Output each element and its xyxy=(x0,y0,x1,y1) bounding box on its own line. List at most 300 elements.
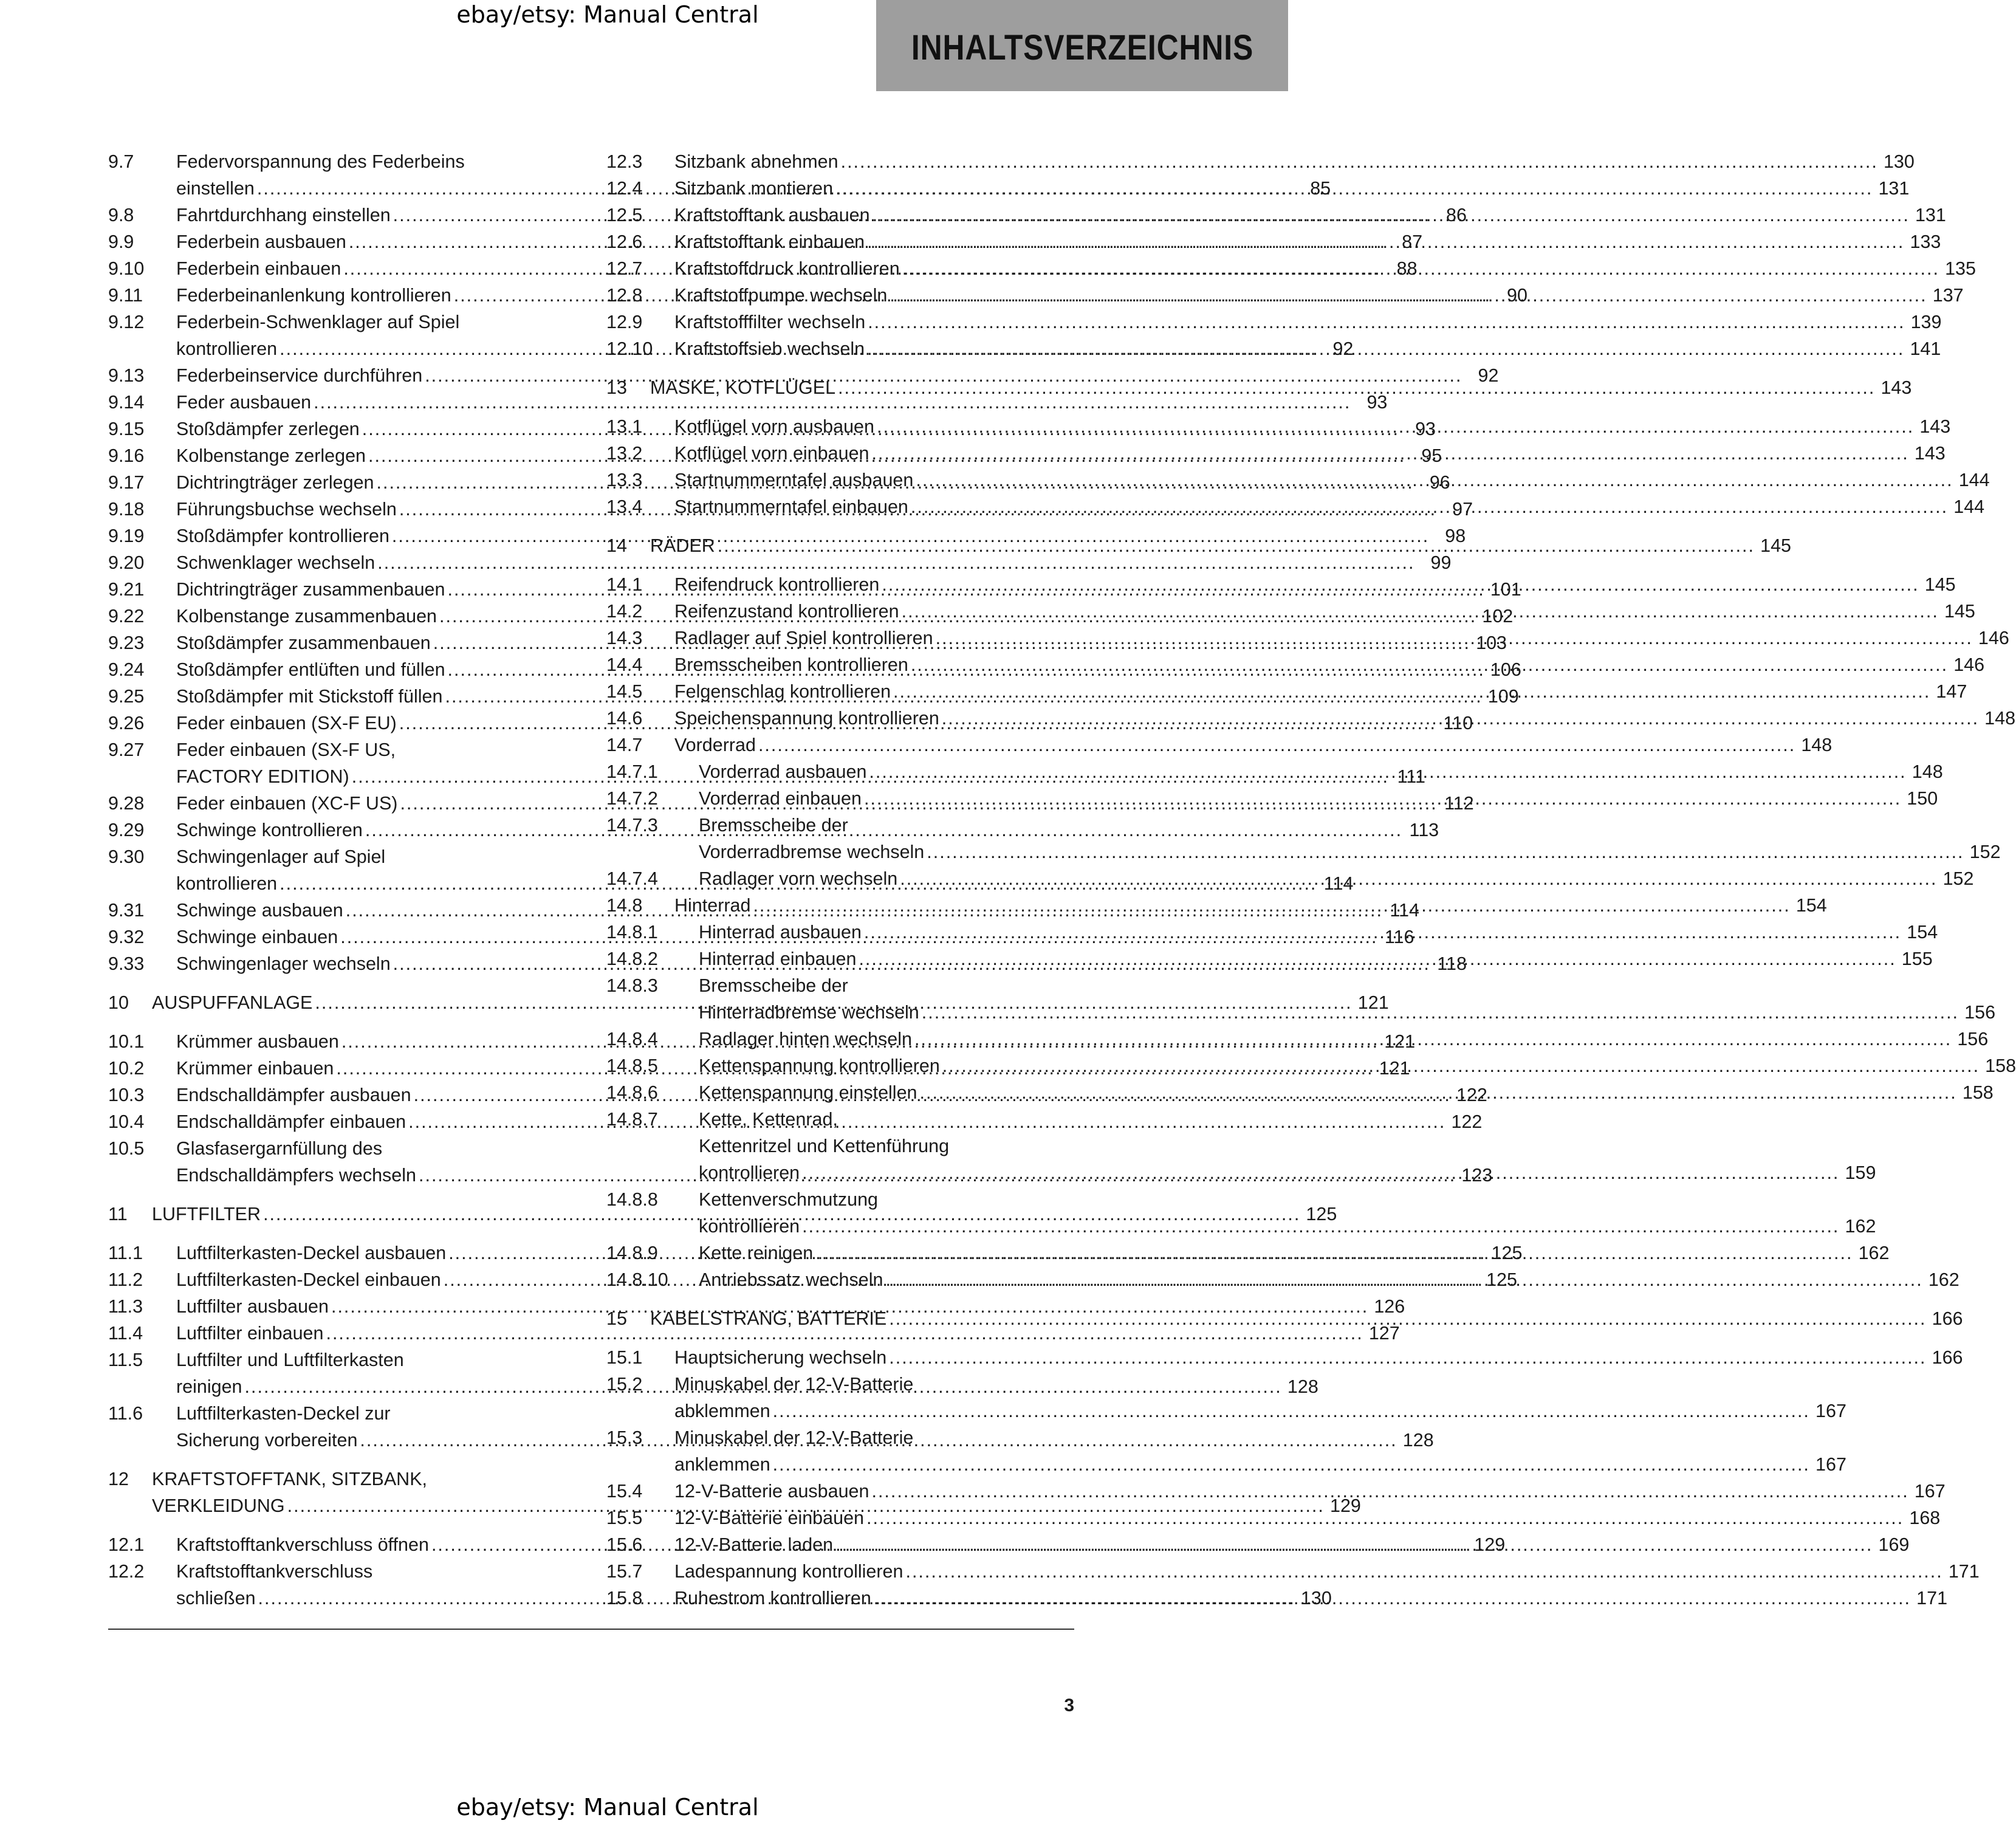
toc-entry-page: 146 xyxy=(1953,654,1985,675)
toc-entry-title xyxy=(699,1106,1876,1186)
dot-leader xyxy=(802,1159,1839,1186)
toc-entry-number: 14.7.4 xyxy=(606,868,658,889)
toc-entry-title-line: Kraftstofftankverschluss xyxy=(176,1561,373,1582)
toc-entry-number: 9.12 xyxy=(108,312,145,332)
toc-entry-title-line: Stoßdämpfer zerlegen xyxy=(176,419,360,439)
toc-entry-number: 9.20 xyxy=(108,552,145,573)
dot-leader xyxy=(841,148,1878,175)
toc-entry-title-line: Führungsbuchse wechseln xyxy=(176,499,397,520)
toc-entry-title-line: Feder ausbauen xyxy=(176,392,312,413)
toc-entry-title-line: Kraftstoffpumpe wechseln xyxy=(674,285,888,306)
toc-entry-page: 128 xyxy=(1287,1376,1318,1397)
toc-entry-page: 148 xyxy=(1911,761,1943,782)
toc-entry-title-line: Kette, Kettenrad, xyxy=(699,1109,838,1130)
toc-entry[interactable] xyxy=(108,1320,1400,1347)
toc-entry-number: 10.4 xyxy=(108,1111,145,1132)
toc-entry-title xyxy=(674,1371,1846,1424)
toc-entry-page: 121 xyxy=(1384,1031,1416,1052)
dot-leader xyxy=(882,571,1919,598)
toc-entry-number: 9.11 xyxy=(108,285,143,306)
toc-entry-number: 9.8 xyxy=(108,205,134,225)
toc-entry-number: 14.8.1 xyxy=(606,922,658,942)
toc-entry-number: 14.5 xyxy=(606,681,643,702)
toc-entry-title xyxy=(674,598,1975,625)
toc-entry-title xyxy=(699,1266,1959,1293)
toc-entry-page: 97 xyxy=(1452,499,1473,520)
toc-entry-page: 93 xyxy=(1415,419,1436,439)
toc-entry-number: 9.13 xyxy=(108,365,145,386)
toc-entry-number: 9.29 xyxy=(108,820,145,840)
toc-entry-number: 12.4 xyxy=(606,178,643,199)
toc-entry-page: 167 xyxy=(1815,1454,1846,1475)
toc-entry-title-line: Kotflügel vorn ausbauen xyxy=(674,416,874,437)
dot-leader xyxy=(864,919,1901,946)
toc-entry-title-line: Sitzbank montieren xyxy=(674,178,834,199)
toc-entry-number: 13.2 xyxy=(606,443,643,464)
toc-entry-title xyxy=(699,1026,1988,1052)
toc-entry-title xyxy=(674,202,1946,228)
toc-entry-title xyxy=(699,1240,1889,1266)
toc-entry-title-line: Endschalldämpfer einbauen xyxy=(176,1111,406,1132)
toc-entry-title-line: Schwinge ausbauen xyxy=(176,900,343,921)
toc-entry-page: 159 xyxy=(1845,1162,1876,1183)
toc-entry-page: 128 xyxy=(1402,1430,1434,1451)
toc-entry-title-line: Feder einbauen (SX-F US, xyxy=(176,740,396,760)
toc-entry[interactable] xyxy=(606,148,1915,175)
toc-entry-title xyxy=(699,865,1973,892)
toc-entry-page: 116 xyxy=(1384,927,1414,947)
toc-entry-number: 10.3 xyxy=(108,1085,145,1105)
toc-entry-title-line: Schwenklager wechseln xyxy=(176,552,375,573)
toc-entry-page: 92 xyxy=(1478,365,1499,386)
toc-entry-number: 12.6 xyxy=(606,232,643,252)
toc-entry-page: 156 xyxy=(1964,1002,1996,1023)
dot-leader xyxy=(718,532,1755,559)
toc-entry-title-line: Luftfilter einbauen xyxy=(176,1323,324,1344)
toc-entry-title-line: Felgenschlag kontrollieren xyxy=(674,681,891,702)
toc-entry-page: 96 xyxy=(1429,472,1450,493)
toc-entry-number: 13.4 xyxy=(606,496,643,517)
toc-entry-page: 133 xyxy=(1910,232,1941,252)
toc-entry-title-line: Hinterrad ausbauen xyxy=(699,922,862,942)
toc-entry-title-line: Kotflügel vorn einbauen xyxy=(674,443,869,464)
dot-leader xyxy=(866,1505,1904,1531)
toc-entry-page: 118 xyxy=(1437,953,1467,974)
dot-leader xyxy=(802,1213,1839,1240)
footer-divider xyxy=(108,1629,1074,1630)
toc-entry-page: 92 xyxy=(1332,338,1354,359)
toc-entry-number: 9.23 xyxy=(108,633,145,653)
toc-entry-number: 11.4 xyxy=(108,1323,143,1344)
toc-entry-title-line: Kraftstofftank ausbauen xyxy=(674,205,870,225)
toc-entry-title xyxy=(674,309,1941,335)
dot-leader xyxy=(911,651,1948,678)
dot-leader xyxy=(758,732,1795,758)
toc-entry-title-line: Sitzbank abnehmen xyxy=(674,151,838,172)
toc-entry-number: 15.8 xyxy=(606,1588,643,1608)
toc-entry-page: 112 xyxy=(1444,793,1474,814)
dot-leader xyxy=(942,705,1979,732)
toc-entry-number: 14.4 xyxy=(606,654,643,675)
toc-entry-title xyxy=(699,812,2001,865)
dot-leader xyxy=(867,335,1904,362)
toc-entry-number: 14.8.8 xyxy=(606,1189,658,1210)
toc-entry-title-line: einstellen xyxy=(176,178,255,199)
toc-entry-title-line: kontrollieren xyxy=(699,1162,800,1183)
toc-entry-title-line: Krümmer einbauen xyxy=(176,1058,334,1079)
toc-entry-title-line: Kettenspannung einstellen xyxy=(699,1082,917,1103)
toc-entry-page: 130 xyxy=(1883,151,1915,172)
dot-leader xyxy=(911,493,1948,520)
toc-entry-title-line: Vorderradbremse wechseln xyxy=(699,842,925,862)
dot-leader xyxy=(905,1558,1942,1585)
dot-leader xyxy=(885,1266,1922,1293)
toc-entry-number: 9.17 xyxy=(108,472,145,493)
toc-entry-page: 98 xyxy=(1445,526,1466,546)
toc-entry-page: 143 xyxy=(1881,377,1912,398)
toc-entry-number: 14.8.9 xyxy=(606,1243,658,1263)
toc-entry-title-line: Feder einbauen (SX-F EU) xyxy=(176,713,397,733)
toc-entry-number: 14.7.1 xyxy=(606,761,658,782)
toc-entry[interactable] xyxy=(606,1478,1946,1505)
toc-entry-number: 12.10 xyxy=(606,338,653,359)
toc-entry-title-line: Luftfilterkasten-Deckel zur xyxy=(176,1403,391,1424)
toc-entry-page: 113 xyxy=(1409,820,1439,840)
toc-entry-number: 12.9 xyxy=(606,312,643,332)
toc-entry-title xyxy=(674,1505,1940,1531)
toc-entry-title xyxy=(674,493,1984,520)
toc-entry-page: 155 xyxy=(1901,949,1933,969)
toc-entry-title xyxy=(674,335,1941,362)
toc-entry-title-line: Stoßdämpfer mit Stickstoff füllen xyxy=(176,686,443,707)
toc-entry-page: 127 xyxy=(1368,1323,1400,1344)
toc-entry-number: 14.7.3 xyxy=(606,815,658,836)
toc-entry-title-line: Startnummerntafel ausbauen xyxy=(674,470,914,490)
toc-entry-number: 12.3 xyxy=(606,151,643,172)
toc-entry-page: 150 xyxy=(1907,788,1938,809)
toc-entry-title-line: kontrollieren xyxy=(699,1216,800,1237)
toc-entry-title-line: Schwinge kontrollieren xyxy=(176,820,363,840)
toc-entry-title-line: Reifenzustand kontrollieren xyxy=(674,601,899,622)
toc-entry-title-line: Schwingenlager auf Spiel xyxy=(176,846,386,867)
toc-entry-title xyxy=(674,413,1950,440)
toc-entry-title-line: Stoßdämpfer kontrollieren xyxy=(176,526,389,546)
toc-entry-number: 9.25 xyxy=(108,686,145,707)
toc-entry-page: 131 xyxy=(1878,178,1910,199)
dot-leader xyxy=(914,1026,1952,1052)
toc-entry-title-line: Kraftstoffdruck kontrollieren xyxy=(674,258,900,279)
dot-leader xyxy=(869,758,1906,785)
toc-entry-number: 9.18 xyxy=(108,499,145,520)
section-header xyxy=(876,0,1288,91)
toc-entry-page: 167 xyxy=(1914,1481,1946,1502)
toc-entry-page: 90 xyxy=(1507,285,1527,306)
toc-entry-page: 162 xyxy=(1928,1269,1959,1290)
toc-entry-title xyxy=(650,1305,1963,1332)
toc-entry-title-line: Federbeinservice durchführen xyxy=(176,365,423,386)
toc-entry-title-line: kontrollieren xyxy=(176,338,278,359)
toc-entry-page: 126 xyxy=(1374,1296,1405,1317)
toc-entry-number: 11.5 xyxy=(108,1350,143,1370)
toc-entry-number: 13.1 xyxy=(606,416,643,437)
toc-entry-title xyxy=(674,282,1964,309)
toc-entry[interactable] xyxy=(606,309,1942,335)
dot-leader xyxy=(927,839,1964,865)
toc-entry-title-line: Stoßdämpfer zusammenbauen xyxy=(176,633,431,653)
toc-entry-title-line: 12-V-Batterie laden xyxy=(674,1534,834,1555)
toc-entry-page: 144 xyxy=(1958,470,1990,490)
toc-entry-title-line: VERKLEIDUNG xyxy=(152,1495,285,1516)
toc-entry-title-line: Kraftstofftank einbauen xyxy=(674,232,865,252)
toc-entry-number: 9.26 xyxy=(108,713,145,733)
toc-entry-title-line: Vorderrad ausbauen xyxy=(699,761,867,782)
toc-entry-number: 12.7 xyxy=(606,258,643,279)
toc-entry-title-line: Minuskabel der 12-V-Batterie xyxy=(674,1427,914,1448)
toc-entry-number: 9.10 xyxy=(108,258,145,279)
toc-entry-title xyxy=(674,1424,1846,1478)
toc-entry-title-line: Bremsscheiben kontrollieren xyxy=(674,654,908,675)
toc-entry-title xyxy=(674,625,2009,651)
toc-entry-page: 135 xyxy=(1945,258,1976,279)
toc-entry-number: 14.8.2 xyxy=(606,949,658,969)
dot-leader xyxy=(872,440,1909,467)
toc-entry-page: 85 xyxy=(1310,178,1331,199)
toc-entry-number: 14.8.3 xyxy=(606,975,658,996)
toc-entry-number: 14.1 xyxy=(606,574,643,595)
toc-entry-title xyxy=(650,374,1911,401)
toc-entry-page: 122 xyxy=(1451,1111,1483,1132)
toc-entry-number: 15.1 xyxy=(606,1347,643,1368)
toc-entry-page: 121 xyxy=(1357,992,1389,1013)
dot-leader xyxy=(902,255,1939,282)
toc-entry-title-line: Stoßdämpfer entlüften und füllen xyxy=(176,659,445,680)
dot-leader xyxy=(835,175,1873,202)
toc-entry-number: 9.22 xyxy=(108,606,145,627)
toc-entry-page: 167 xyxy=(1815,1401,1846,1421)
toc-entry-title-line: Sicherung vorbereiten xyxy=(176,1430,358,1451)
dot-leader xyxy=(936,625,1973,651)
toc-entry-title-line: MASKE, KOTFLÜGEL xyxy=(650,377,836,398)
toc-entry-number: 9.9 xyxy=(108,232,134,252)
toc-entry-title-line: Vorderrad xyxy=(674,735,756,755)
toc-entry-number: 9.31 xyxy=(108,900,145,921)
toc-entry-number: 15.6 xyxy=(606,1534,643,1555)
toc-entry-number: 9.7 xyxy=(108,151,134,172)
toc-entry-title-line: Luftfilter ausbauen xyxy=(176,1296,329,1317)
toc-entry-number: 14.7.2 xyxy=(606,788,658,809)
toc-entry[interactable] xyxy=(606,1344,1963,1371)
toc-entry-title-line: KABELSTRANG, BATTERIE xyxy=(650,1308,887,1329)
toc-entry-title-line: kontrollieren xyxy=(176,873,278,894)
toc-entry[interactable] xyxy=(108,549,1452,576)
page-number: 3 xyxy=(1064,1695,1074,1715)
toc-entry-page: 145 xyxy=(1944,601,1975,622)
toc-entry-page: 87 xyxy=(1402,232,1423,252)
dot-leader xyxy=(900,865,1937,892)
toc-entry-page: 131 xyxy=(1915,205,1946,225)
toc-entry-page: 125 xyxy=(1491,1243,1523,1263)
toc-entry-title-line: Endschalldämpfers wechseln xyxy=(176,1165,417,1186)
toc-entry-title-line: RÄDER xyxy=(650,535,715,556)
toc-entry-title-line: Bremsscheibe der xyxy=(699,815,848,836)
toc-entry[interactable] xyxy=(108,389,1388,416)
toc-entry-number: 9.16 xyxy=(108,445,145,466)
toc-entry-title-line: Dichtringträger zusammenbauen xyxy=(176,579,445,600)
toc-entry-title xyxy=(674,1585,1947,1612)
toc-entry-title xyxy=(674,678,1967,705)
toc-entry-page: 158 xyxy=(1985,1056,2016,1076)
dot-leader xyxy=(942,1052,1980,1079)
toc-entry-number: 14.8.4 xyxy=(606,1029,658,1049)
toc-entry-number: 9.30 xyxy=(108,846,145,867)
toc-entry-number: 14.3 xyxy=(606,628,643,648)
toc-entry-number: 9.24 xyxy=(108,659,145,680)
toc-entry-page: 154 xyxy=(1795,895,1827,916)
toc-entry-title xyxy=(674,1478,1946,1505)
watermark-top: ebay/etsy: Manual Central xyxy=(456,1,759,28)
watermark-bottom: ebay/etsy: Manual Central xyxy=(456,1794,759,1821)
toc-entry-title-line: Kolbenstange zusammenbauen xyxy=(176,606,437,627)
toc-entry-title-line: Reifendruck kontrollieren xyxy=(674,574,880,595)
toc-entry-number: 12.1 xyxy=(108,1534,145,1555)
toc-entry-title-line: Bremsscheibe der xyxy=(699,975,848,996)
toc-entry-page: 86 xyxy=(1445,205,1467,225)
toc-entry-page: 122 xyxy=(1456,1085,1487,1105)
toc-entry-number: 9.19 xyxy=(108,526,145,546)
toc-entry-number: 12.5 xyxy=(606,205,643,225)
toc-entry-page: 139 xyxy=(1910,312,1942,332)
toc-entry-page: 152 xyxy=(1942,868,1974,889)
dot-leader xyxy=(815,1240,1853,1266)
toc-entry-page: 143 xyxy=(1914,443,1946,464)
toc-entry-page: 137 xyxy=(1932,285,1964,306)
toc-entry-title-line: Startnummerntafel einbauen xyxy=(674,496,908,517)
toc-entry-number: 15.7 xyxy=(606,1561,643,1582)
toc-entry-title-line: Luftfilterkasten-Deckel ausbauen xyxy=(176,1243,447,1263)
toc-entry-page: 111 xyxy=(1397,766,1425,787)
toc-entry-title xyxy=(674,228,1941,255)
toc-entry-title-line: Krümmer ausbauen xyxy=(176,1031,339,1052)
dot-leader xyxy=(859,946,1896,972)
toc-entry-number: 14.7 xyxy=(606,735,643,755)
toc-entry-page: 162 xyxy=(1858,1243,1890,1263)
toc-entry-number: 14.6 xyxy=(606,708,643,729)
toc-entry-title-line: abklemmen xyxy=(674,1401,770,1421)
toc-entry-title-line: Feder einbauen (XC-F US) xyxy=(176,793,398,814)
dot-leader xyxy=(864,785,1901,812)
toc-entry-number: 9.21 xyxy=(108,579,145,600)
toc-entry-title-line: 12-V-Batterie einbauen xyxy=(674,1508,864,1528)
toc-entry-title xyxy=(674,651,1984,678)
toc-entry-title xyxy=(674,892,1827,919)
toc-entry-title-line: Speichenspannung kontrollieren xyxy=(674,708,939,729)
toc-entry-title-line: Federvorspannung des Federbeins xyxy=(176,151,465,172)
toc-entry-page: 166 xyxy=(1932,1347,1963,1368)
dot-leader xyxy=(902,598,1939,625)
toc-entry-page: 99 xyxy=(1430,552,1452,573)
toc-entry-number: 11.1 xyxy=(108,1243,143,1263)
toc-entry-title xyxy=(699,1079,1994,1106)
toc-entry-title-line: Federbeinanlenkung kontrollieren xyxy=(176,285,451,306)
toc-entry-page: 106 xyxy=(1490,659,1521,680)
toc-entry-title-line: Radlager auf Spiel kontrollieren xyxy=(674,628,933,648)
toc-entry-page: 162 xyxy=(1845,1216,1876,1237)
toc-entry-number: 13.3 xyxy=(606,470,643,490)
toc-entry-title-line: Luftfilterkasten-Deckel einbauen xyxy=(176,1269,441,1290)
toc-entry-page: 114 xyxy=(1323,873,1354,894)
toc-entry-page: 130 xyxy=(1300,1588,1332,1608)
toc-entry-page: 168 xyxy=(1909,1508,1941,1528)
toc-entry-page: 93 xyxy=(1366,392,1388,413)
toc-entry-title-line: Radlager hinten wechseln xyxy=(699,1029,912,1049)
toc-entry-title-line: Kolbenstange zerlegen xyxy=(176,445,366,466)
dot-leader xyxy=(753,892,1790,919)
toc-entry[interactable] xyxy=(606,1558,1980,1585)
dot-leader xyxy=(889,1305,1926,1332)
toc-entry-number: 14 xyxy=(606,535,627,556)
toc-entry-title-line: Federbein einbauen xyxy=(176,258,341,279)
toc-entry-number: 15.4 xyxy=(606,1481,643,1502)
toc-entry-page: 114 xyxy=(1390,900,1419,921)
toc-entry-title xyxy=(650,532,1791,559)
toc-entry-number: 10 xyxy=(108,992,129,1013)
toc-entry-number: 14.8.7 xyxy=(606,1109,658,1130)
toc-entry-number: 15.5 xyxy=(606,1508,643,1528)
toc-entry-title xyxy=(699,785,1938,812)
toc-entry-page: 88 xyxy=(1396,258,1418,279)
toc-entry-number: 12 xyxy=(108,1469,129,1489)
dot-leader xyxy=(873,202,1910,228)
toc-entry-title xyxy=(674,571,1956,598)
toc-entry-page: 169 xyxy=(1878,1534,1910,1555)
toc-entry-title-line: Ladespannung kontrollieren xyxy=(674,1561,903,1582)
toc-entry-title-line: Kraftstofffilter wechseln xyxy=(674,312,866,332)
toc-entry-title xyxy=(699,972,1995,1026)
toc-entry-page: 102 xyxy=(1482,606,1514,627)
dot-leader xyxy=(890,282,1927,309)
toc-entry-number: 14.8.5 xyxy=(606,1056,658,1076)
toc-entry-title xyxy=(674,255,1976,282)
toc-entry-number: 9.14 xyxy=(108,392,145,413)
toc-entry-title-line: Hinterradbremse wechseln xyxy=(699,1002,919,1023)
toc-entry-number: 14.8.10 xyxy=(606,1269,668,1290)
toc-entry-title-line: Kettenverschmutzung xyxy=(699,1189,878,1210)
toc-entry-page: 145 xyxy=(1760,535,1792,556)
toc-entry-page: 121 xyxy=(1379,1058,1410,1079)
toc-entry-number: 11.2 xyxy=(108,1269,143,1290)
toc-entry-title xyxy=(674,440,1946,467)
page-title: INHALTSVERZEICHNIS xyxy=(911,27,1253,67)
toc-entry-title xyxy=(699,1052,2016,1079)
dot-leader xyxy=(871,1478,1908,1505)
toc-entry-title-line: Schwinge einbauen xyxy=(176,927,338,947)
toc-entry-title-line: schließen xyxy=(176,1588,256,1608)
toc-entry-page: 145 xyxy=(1924,574,1956,595)
toc-entry[interactable] xyxy=(606,732,1833,758)
toc-entry-title-line: reinigen xyxy=(176,1376,242,1397)
dot-leader xyxy=(920,1079,1957,1106)
toc-entry-title-line: Kraftstoffsieb wechseln xyxy=(674,338,865,359)
toc-entry-title-line: Vorderrad einbauen xyxy=(699,788,862,809)
toc-entry-page: 148 xyxy=(1801,735,1833,755)
toc-entry-title-line: KRAFTSTOFFTANK, SITZBANK, xyxy=(152,1469,428,1489)
toc-entry-title-line: LUFTFILTER xyxy=(152,1204,261,1224)
toc-entry-number: 14.2 xyxy=(606,601,643,622)
toc-entry-title-line: Luftfilter und Luftfilterkasten xyxy=(176,1350,404,1370)
toc-entry-number: 15 xyxy=(606,1308,627,1329)
toc-entry-title xyxy=(674,148,1915,175)
dot-leader xyxy=(835,1531,1873,1558)
